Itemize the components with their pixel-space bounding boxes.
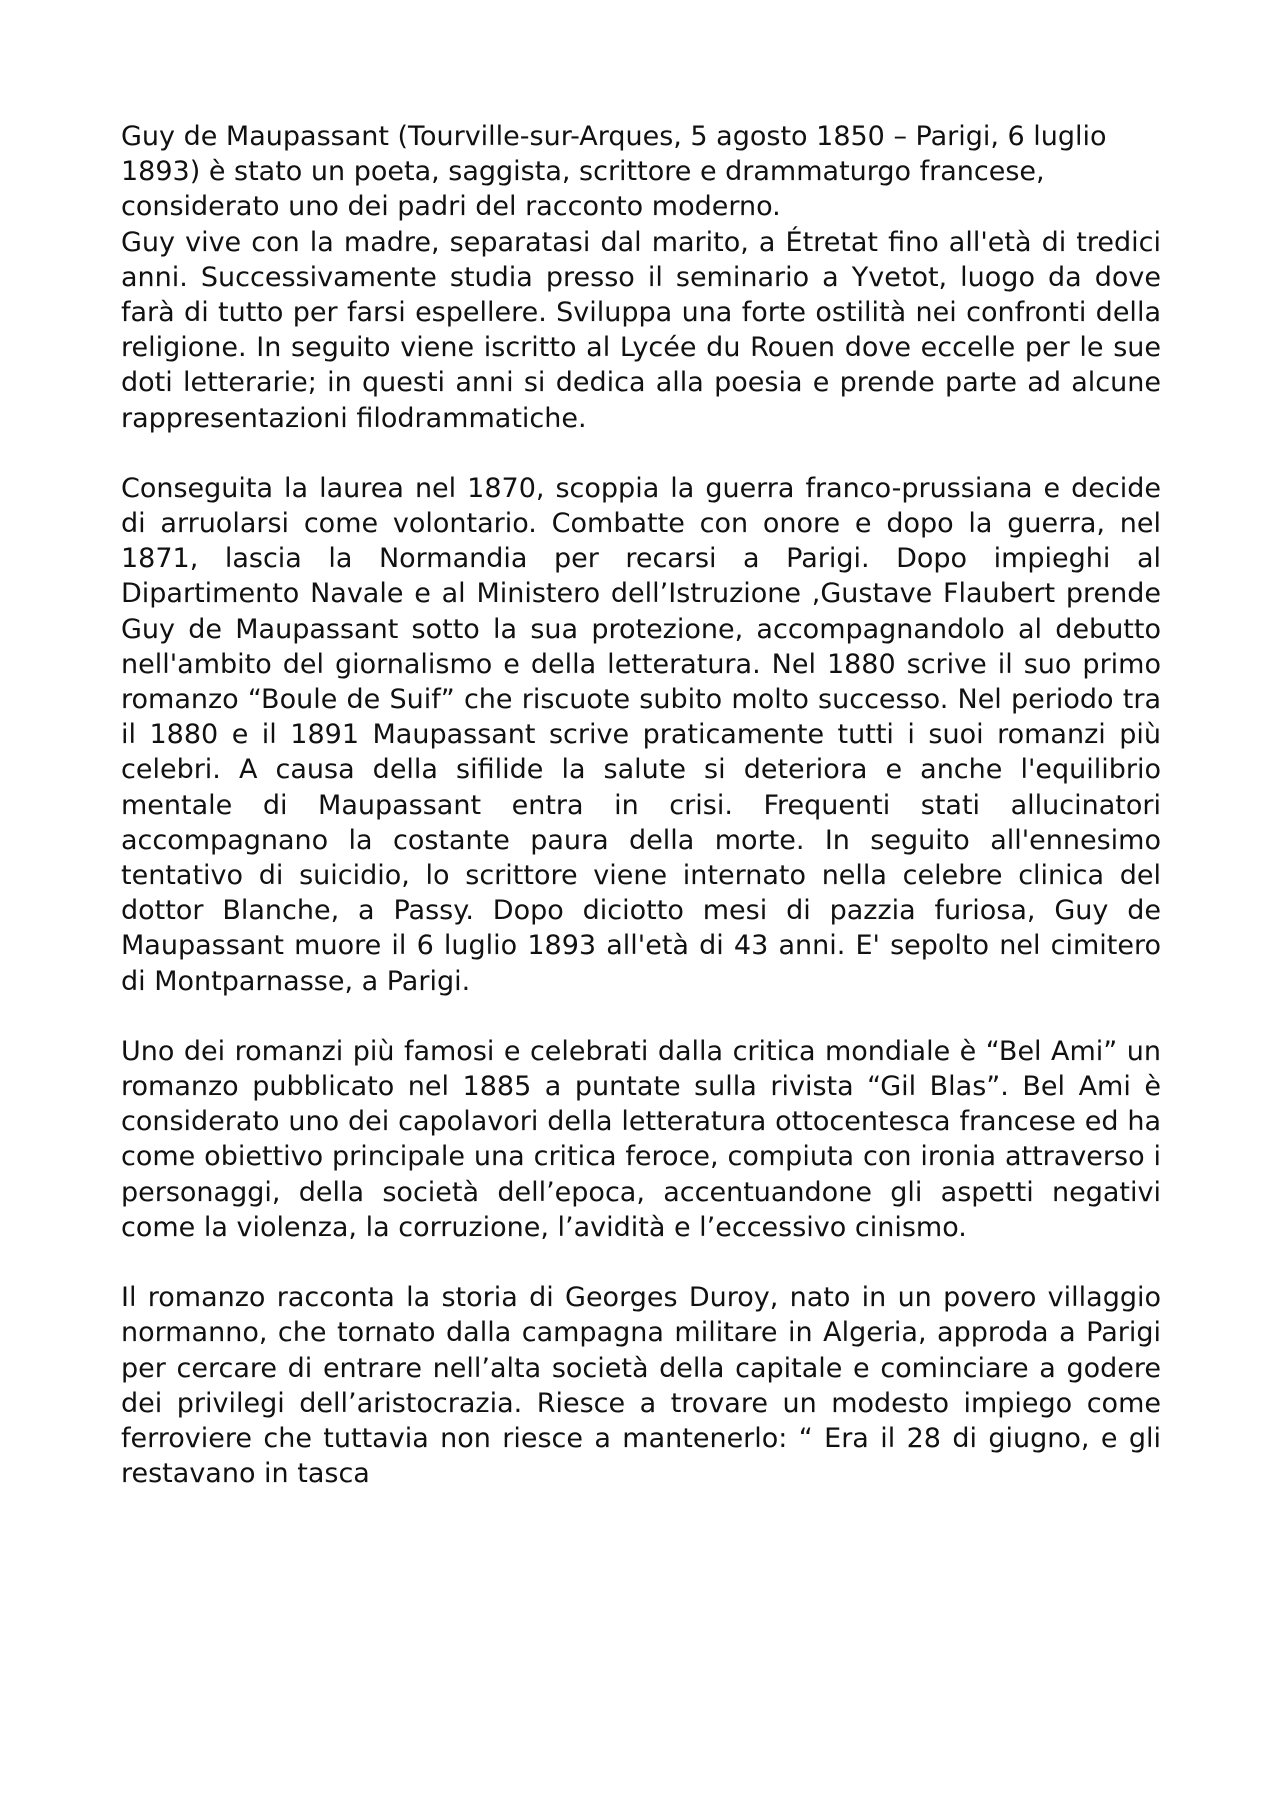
paragraph-intro: Guy de Maupassant (Tourville-sur-Arques, 5 agosto 1850 – Parigi, 6 luglio 1893) è stato un poeta, saggista, scrittore e drammaturgo francese, considerato uno dei padri del racconto moderno. — [121, 121, 1107, 223]
document-page — [121, 119, 1161, 1491]
paragraph-plot: Il romanzo racconta la storia di Georges Duroy, nato in un povero villaggio normanno, che tornato dalla campagna militare in Algeria, approda a Parigi per cercare di entrare nell’alta società della capitale e cominciare a godere dei privilegi dell’aristocrazia. Riesce a trovare un modesto impiego come ferroviere che tuttavia non riesce a mantenerlo: “ Era il 28 di giugno, e gli restavano in tasca — [121, 1282, 1161, 1490]
paragraph-career: Conseguita la laurea nel 1870, scoppia la guerra franco-prussiana e decide di arruolarsi come volontario. Combatte con onore e dopo la guerra, nel 1871, lascia la Normandia per recarsi a Parigi. Dopo impieghi al Dipartimento Navale e al Ministero dell’Istruzione ,Gustave Flaubert prende Guy de Maupassant sotto la sua protezione, accompagnandolo al debutto nell'ambito del giornalismo e della letteratura. Nel 1880 scrive il suo primo romanzo “Boule de Suif” che riscuote subito molto successo. Nel periodo tra il 1880 e il 1891 Maupassant scrive praticamente tutti i suoi romanzi più celebri. A causa della sifilide la salute si deteriora e anche l'equilibrio mentale di Maupassant entra in crisi. Frequenti stati allucinatori accompagnano la costante paura della morte. In seguito all'ennesimo tentativo di suicidio, lo scrittore viene internato nella celebre clinica del dottor Blanche, a Passy. Dopo diciotto mesi di pazzia furiosa, Guy de Maupassant muore il 6 luglio 1893 all'età di 43 anni. E' sepolto nel cimitero di Montparnasse, a Parigi. — [121, 472, 1161, 997]
paragraph-youth: Guy vive con la madre, separatasi dal marito, a Étretat fino all'età di tredici anni. Successivamente studia presso il seminario a Yvetot, luogo da dove farà di tutto per farsi espellere. Sviluppa una forte ostilità nei confronti della religione. In seguito viene iscritto al Lycée du Rouen dove eccelle per le sue doti letterarie; in questi anni si dedica alla poesia e prende parte ad alcune rappresentazioni filodrammatiche. — [121, 226, 1161, 434]
paragraph-bel-ami: Uno dei romanzi più famosi e celebrati dalla critica mondiale è “Bel Ami” un romanzo pubblicato nel 1885 a puntate sulla rivista “Gil Blas”. Bel Ami è considerato uno dei capolavori della letteratura ottocentesca francese ed ha come obiettivo principale una critica feroce, compiuta con ironia attraverso i personaggi, della società dell’epoca, accentuandone gli aspetti negativi come la violenza, la corruzione, l’avidità e l’eccessivo cinismo. — [121, 1035, 1161, 1243]
